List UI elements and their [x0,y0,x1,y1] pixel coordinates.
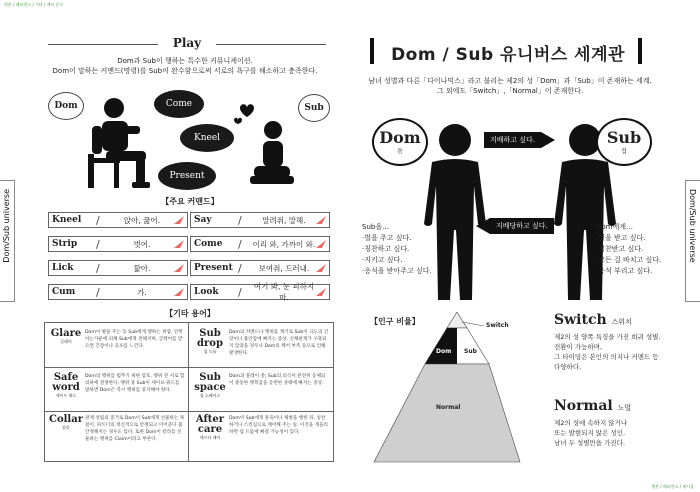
arrow-submit [476,218,554,234]
term-en: After care [195,414,225,435]
term-collar [47,415,187,443]
kneeling-sub-figure [248,120,298,190]
sub-role-badge [596,118,652,166]
universe-intro-line1: 남녀 성별과 다른「다이나믹스」라고 불리는 제2의 성「Dom」과「Sub」이 존재하는 세계. [368,77,652,85]
normal-desc-line: 제2의 성에 속하지 않거나 [554,419,628,427]
seated-dom-figure [84,96,164,191]
spine-left-text: Dom/Sub universe [2,189,11,263]
universe-title: Dom / Sub 유니버스 세계관 [391,45,625,65]
pyramid-label-switch: Switch [486,322,509,329]
pyramid-label-sub: Sub [464,348,477,355]
term-desc: Dom의 행위를 멈추기 위한 암호. 행위 전 서로 합의하에 결정한다. 행위 중 Sub이 세이프 워드를 말하면 Dom은 즉시 행위를 중지해야 한다. [85,374,185,393]
dom-wants-title: Dom에게… [596,223,634,231]
term-en: Glare [50,328,82,339]
play-intro-line2: Dom이 말하는 커맨드(명령)를 Sub이 완수함으로써 서로의 욕구를 해소하고 충족한다. [52,67,318,75]
term-sub: 애프터 케어 [199,435,221,440]
command-en: Lick [52,263,74,273]
normal-title-ko: 노멀 [617,404,632,412]
pin-icon [316,216,326,224]
sub-label: Sub [298,94,330,122]
command-ko: 가. [137,287,147,297]
dom-wants-list [596,222,686,277]
list-item: ·지키고 싶다. [362,256,403,264]
pin-icon [174,240,184,248]
sub-role-en: Sub [606,127,642,147]
terms-header: 【기타 용어】 [165,309,215,318]
corner-text-bottom: 원본 / 레퍼런스 / 게시물 [651,484,694,489]
command-ko: 말려줘, 말해. [262,215,306,225]
arrow-dominate-label: 지배하고 싶다. [484,132,541,148]
term-sub: 섭 드롭 [203,349,217,354]
command-come: Come / 이리 와, 가까이 와. [190,236,330,252]
term-sub: 칼라 [62,425,70,430]
command-cum: Cum / 가. [48,284,188,300]
term-desc: Dom이 Sub에게 훈육이나 체벌을 행한 뒤, 칭찬하거나 스킨십으로 케어해 주는 일. 이것을 게을리하면 섭 드롭에 빠질 가능성이 있다. [229,416,328,435]
command-look: Look / 여기 봐, 눈 피하지 마. [190,284,330,300]
term-en: Sub space [194,372,226,393]
sub-wants-title: Sub을… [362,223,390,231]
spine-left [0,180,15,302]
switch-title: Switch [554,312,607,328]
command-en: Kneel [52,215,82,225]
switch-info [554,312,684,372]
pin-icon [316,264,326,272]
command-strip: Strip / 벗어. [48,236,188,252]
term-sub: 섭 스페이스 [199,393,221,398]
switch-title-ko: 스위치 [611,318,632,326]
list-item: ·응석 부리고 싶다. [596,267,653,275]
title-bar-right [638,38,642,64]
pyramid-label-normal: Normal [436,404,461,411]
term-en: Safe word [52,372,80,393]
term-desc: Dom의 커맨드나 행위를 계기로 Sub이 극도의 긴장이나 불안감에 빠지는 증상. 신체판게가 구축되지 않았을 경우나 Dom의 케어 부족 등으로 인해 발생한다. [229,330,329,356]
pin-icon [174,264,184,272]
play-intro [40,56,330,76]
speech-bubble-come: Come [154,90,204,118]
term-glare [47,329,187,350]
command-en: Present [194,263,233,273]
command-en: Cum [52,287,76,297]
term-sub-drop [191,329,331,357]
command-ko: 핥아. [133,263,151,273]
speech-bubble-present: Present [158,162,216,190]
dom-role-en: Dom [379,127,421,147]
normal-desc-line: 남녀 두 성별만을 가진다. [554,439,626,447]
command-en: Come [194,239,223,249]
command-lick: Lick / 핥아. [48,260,188,276]
term-desc: 관계 성립의 증거로 Dom이 Sub에게 선물하는 목걸이. 파트너의 정신적으로 안정되고 이어준다 불안정해지는 경우도 있다. 또한 Dom이 칼라를 선물하는 행위를 Claim이라고 부른다. [85,416,185,442]
play-intro-line1: Dom과 Sub이 행하는 특수한 커뮤니케이션. [117,57,253,65]
title-bar-left [370,38,374,64]
switch-desc-line: 다양하다. [554,363,582,371]
command-say: Say / 말려줘, 말해. [190,212,330,228]
term-sub: 글레어 [60,339,72,344]
normal-title: Normal [554,398,613,414]
pin-icon [316,288,326,296]
command-en: Look [194,287,219,297]
dom-role-badge [372,118,428,166]
list-item: ·응석을 받아주고 싶다. [362,267,432,275]
commands-header: 【주요 커맨드】 [161,197,219,206]
command-en: Say [194,215,212,225]
heart-icon [232,98,262,124]
normal-desc-line: 또는 발현되지 않은 성인. [554,429,626,437]
command-ko: 여기 봐, 눈 피하지 마. [253,282,315,302]
term-sub-space [191,373,331,399]
command-kneel: Kneel / 앉아, 꿇어. [48,212,188,228]
command-ko: 이리 와, 가까이 와. [252,239,316,249]
normal-info [554,398,684,448]
term-en: Sub drop [197,328,223,349]
dom-role-ko: 돔 [397,147,403,155]
pin-icon [174,288,184,296]
command-en: Strip [52,239,78,249]
term-sub: 세이프 워드 [55,393,77,398]
population-pyramid [372,312,522,472]
dom-label: Dom [48,92,84,120]
spine-right [685,180,700,302]
list-item: ·칭찬하고 싶다. [362,245,410,253]
list-item: ·벌을 주고 싶다. [362,234,412,242]
switch-desc-line: 그 타이밍은 본인의 의지나 커맨드 등 [554,353,659,361]
universe-intro-line2: 그 외에도「Switch」,「Normal」이 존재한다. [436,87,584,95]
arrow-dominate [484,132,555,148]
switch-desc-line: 제2의 성 양쪽 특징을 가진 희귀 성별. [554,333,661,341]
command-ko: 앉아, 꿇어. [123,215,161,225]
population-header: 【인구 비율】 [370,317,420,326]
command-ko: 벗어. [133,239,151,249]
list-item: ·칭찬받고 싶다. [596,245,644,253]
universe-intro [360,76,660,96]
speech-bubble-kneel: Kneel [180,124,234,152]
corner-text-top: 원본 / 레퍼런스 / 기타 / 게시 문구 [4,2,64,7]
term-en: Collar [49,414,83,425]
sub-wants-list [362,222,452,277]
command-ko: 보여줘, 드러내. [258,263,310,273]
pyramid-label-dom: Dom [436,348,452,355]
pin-icon [316,240,326,248]
term-desc: Dom과 플레이 중, Sub의 의식이 완전히 동체되어 충동한 행복감을 동반한 상태에 빠지는 증상. [229,374,326,386]
command-present: Present / 보여줘, 드러내. [190,260,330,276]
play-title: Play [172,36,202,50]
terms-grid [44,322,334,462]
term-safe-word [47,373,187,399]
pin-icon [174,216,184,224]
term-after-care [191,415,331,441]
spine-right-text: Dom/Sub universe [688,189,697,263]
arrow-submit-label: 지배당하고 싶다. [490,218,554,234]
switch-desc-line: 전환이 가능하며, [554,343,603,351]
term-desc: Dom이 발을 주는 등 Sub에게 행하는 위압. 안쪽아는가운에 의해 Sub에게 전해지며, 글레어를 받으면 긴장이나 공포를 느낀다. [85,330,183,349]
arrow-right-icon [541,132,555,148]
sub-role-ko: 섭 [621,147,627,155]
list-item: ·벌을 받고 싶다. [596,234,646,242]
arrow-left-icon [476,218,490,234]
list-item: ·모든 걸 바치고 싶다. [596,256,662,264]
